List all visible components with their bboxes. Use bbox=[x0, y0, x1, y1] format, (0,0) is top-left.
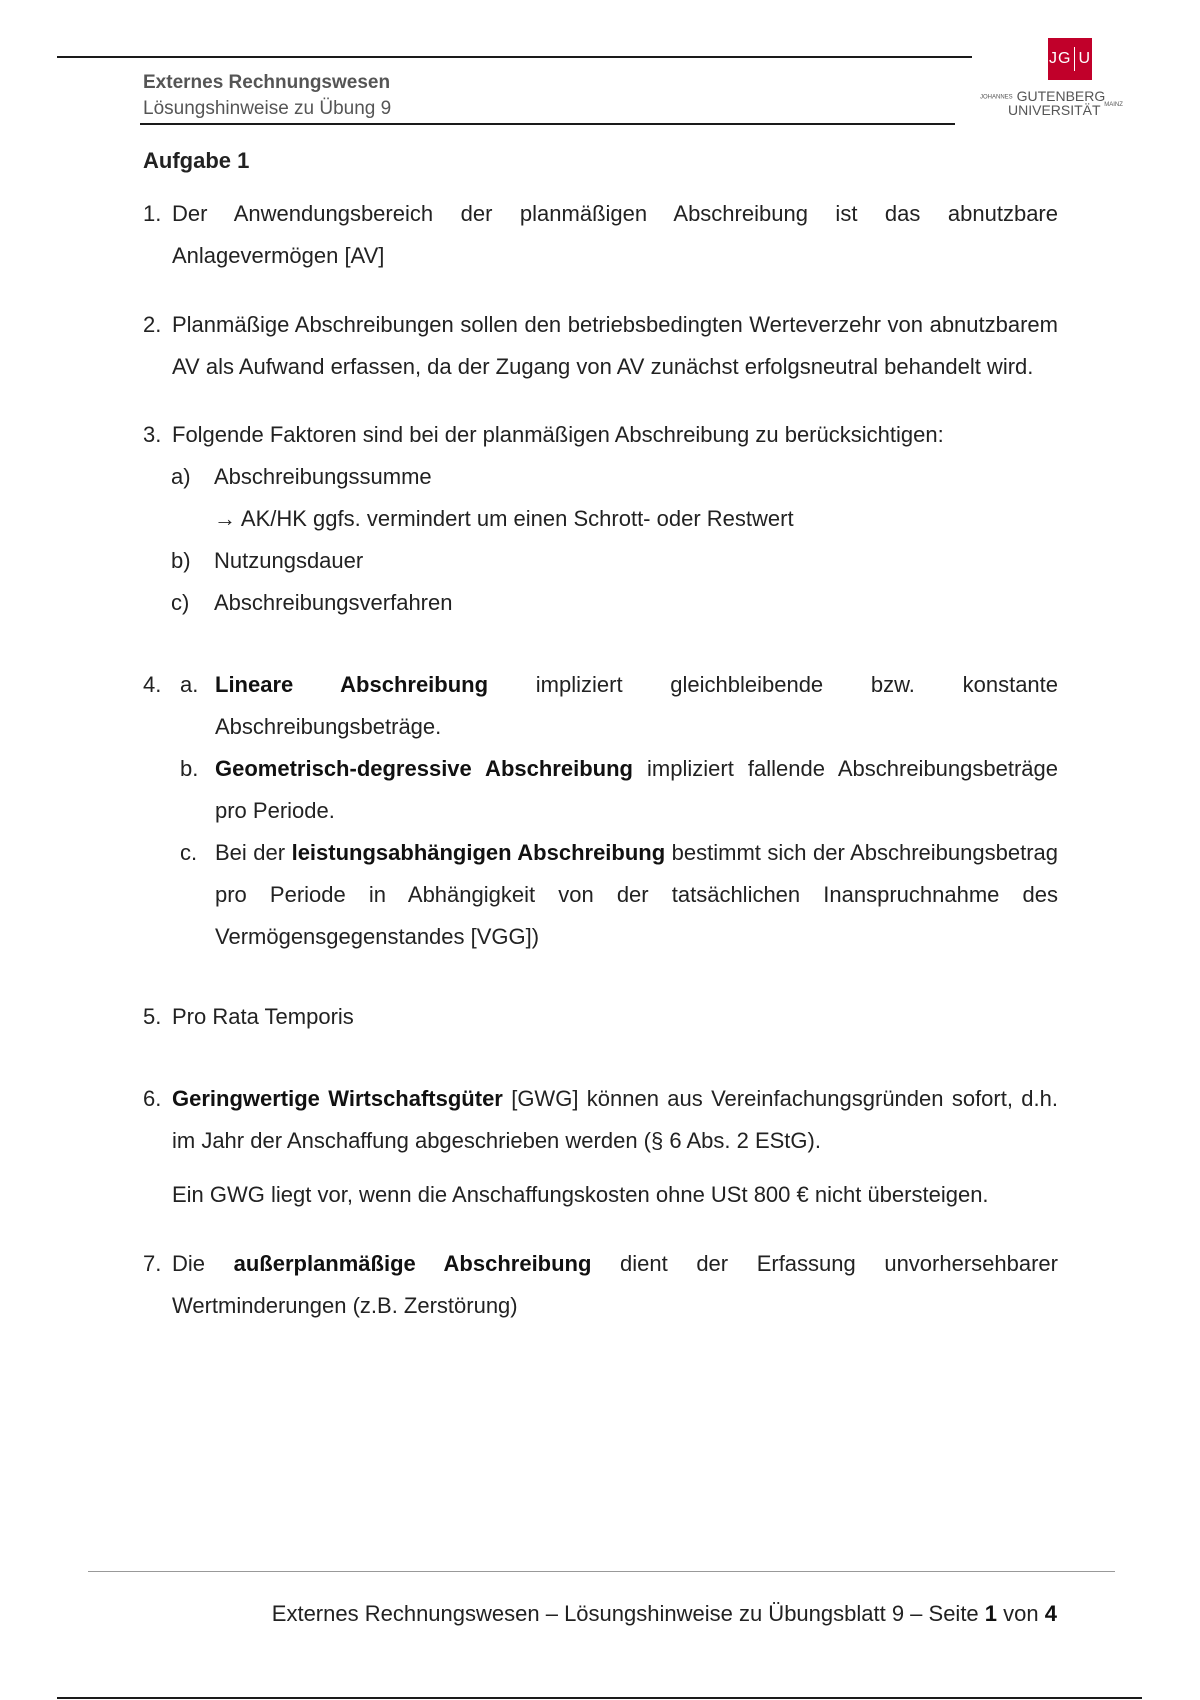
logo-mark bbox=[1048, 38, 1092, 80]
sub-text: Abschreibungsverfahren bbox=[214, 590, 453, 615]
logo-name: GUTENBERG bbox=[1016, 88, 1106, 104]
list-number: 6. bbox=[143, 1086, 162, 1111]
sub-note bbox=[143, 498, 1058, 540]
footer-text bbox=[0, 1601, 1057, 1627]
term-bold: außerplanmäßige Abschreibung bbox=[233, 1251, 592, 1276]
list-text: dient der Erfassung unvorhersehbarer Wertminderungen (z.B. Zerstörung) bbox=[172, 1251, 1058, 1318]
sub-item bbox=[143, 748, 1058, 832]
list-text: Folgende Faktoren sind bei der planmäßigen Abschreibung zu berücksichtigen: bbox=[172, 422, 944, 447]
sub-label: c) bbox=[171, 590, 190, 615]
term-bold: leistungsabhängigen Abschreibung bbox=[291, 840, 666, 865]
list-item bbox=[143, 414, 1058, 456]
sub-text: Nutzungsdauer bbox=[214, 548, 364, 573]
header-title: Externes Rechnungswesen bbox=[143, 72, 391, 93]
list-item bbox=[143, 1243, 1058, 1327]
list-text: Der Anwendungsbereich der planmäßigen Abschreibung ist das abnutzbare Anlagevermögen [AV] bbox=[172, 201, 1058, 268]
list-item bbox=[143, 304, 1058, 388]
sub-item bbox=[143, 664, 1058, 748]
list-text: [GWG] können aus Vereinfachungsgründen sofort, d.h. im Jahr der Anschaffung abgeschrieben werden (§ 6 Abs. 2 EStG). bbox=[172, 1086, 1058, 1153]
term-bold: Lineare Abschreibung bbox=[215, 672, 489, 697]
list-number: 2. bbox=[143, 312, 162, 337]
logo-prefix: JOHANNES bbox=[980, 94, 1013, 101]
sub-item bbox=[143, 540, 1058, 582]
sub-text: Abschreibungssumme bbox=[214, 464, 432, 489]
sub-text: → AK/HK ggfs. vermindert um einen Schrott- oder Restwert bbox=[214, 506, 794, 531]
sub-label: a. bbox=[180, 672, 199, 697]
sub-text: bestimmt sich der Abschreibungsbetrag pro Periode in Abhängigkeit von der tatsächlichen Inanspruchnahme des Vermögensgegenstandes [VGG]) bbox=[215, 840, 1058, 949]
sub-label: c. bbox=[180, 840, 198, 865]
list-number: 1. bbox=[143, 201, 162, 226]
list-text: Planmäßige Abschreibungen sollen den betriebsbedingten Werteverzehr von abnutzbarem AV als Aufwand erfassen, da der Zugang von AV zunächst erfolgsneutral behandelt wird. bbox=[172, 312, 1058, 379]
list-note bbox=[143, 1174, 1058, 1216]
footer-rule-bottom bbox=[57, 1697, 1142, 1699]
header-rule-bottom bbox=[140, 123, 955, 125]
term-bold: Geometrisch-degressive Abschreibung bbox=[215, 756, 633, 781]
footer-page-total: 4 bbox=[1044, 1601, 1057, 1626]
list-number: 4. bbox=[143, 672, 162, 697]
sub-item bbox=[143, 582, 1058, 624]
sub-item bbox=[143, 832, 1058, 958]
term-bold: Geringwertige Wirtschaftsgüter bbox=[172, 1086, 503, 1111]
footer-of: von bbox=[997, 1601, 1045, 1626]
note-text: Ein GWG liegt vor, wenn die Anschaffungskosten ohne USt 800 € nicht übersteigen. bbox=[172, 1182, 989, 1207]
list-number: 5. bbox=[143, 1004, 162, 1029]
logo-university-line bbox=[1008, 102, 1123, 118]
university-logo bbox=[978, 38, 1138, 120]
sub-label: b. bbox=[180, 756, 199, 781]
sub-label: b) bbox=[171, 548, 191, 573]
header-rule-top bbox=[57, 56, 972, 58]
footer-page-number: 1 bbox=[984, 1601, 998, 1626]
footer-label: Externes Rechnungswesen – Lösungshinweise zu Übungsblatt 9 – Seite bbox=[271, 1601, 985, 1626]
document-body bbox=[143, 140, 1058, 1327]
sub-text: impliziert fallende Abschreibungsbeträge pro Periode. bbox=[215, 756, 1058, 823]
sub-item bbox=[143, 456, 1058, 498]
list-number: 3. bbox=[143, 422, 162, 447]
list-pre: Die bbox=[172, 1251, 234, 1276]
list-item bbox=[143, 996, 1058, 1038]
sub-label: a) bbox=[171, 464, 191, 489]
section-heading: Aufgabe 1 bbox=[143, 148, 250, 173]
logo-mark-left: JG bbox=[1048, 50, 1072, 67]
logo-suffix: MAINZ bbox=[1104, 102, 1123, 108]
footer-rule bbox=[88, 1571, 1115, 1572]
list-number: 7. bbox=[143, 1251, 162, 1276]
logo-university: UNIVERSITÄT bbox=[1008, 102, 1101, 118]
sub-pre: Bei der bbox=[215, 840, 292, 865]
list-item bbox=[143, 193, 1058, 277]
list-text: Pro Rata Temporis bbox=[172, 1004, 354, 1029]
logo-mark-right: U bbox=[1078, 50, 1091, 67]
sub-text: impliziert gleichbleibende bzw. konstante Abschreibungsbeträge. bbox=[215, 672, 1059, 739]
list-item bbox=[143, 1078, 1058, 1162]
header-subtitle: Lösungshinweise zu Übung 9 bbox=[143, 98, 392, 119]
